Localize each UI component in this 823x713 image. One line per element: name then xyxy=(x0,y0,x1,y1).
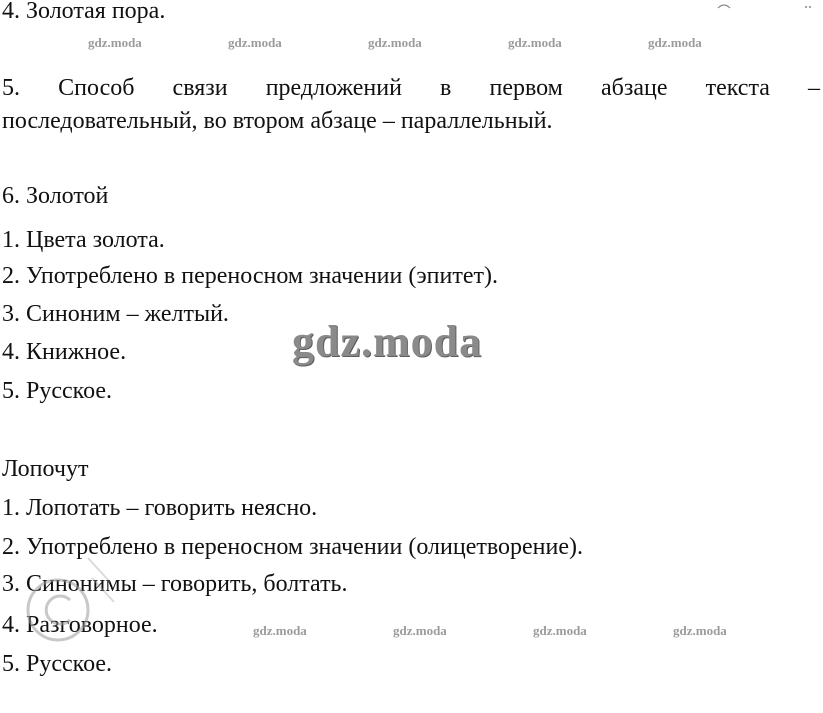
watermark-small: gdz.moda xyxy=(228,35,282,50)
lopochut-item-2: 2. Употреблено в переносном значении (олицетворение). xyxy=(2,534,583,560)
answer-6-heading: 6. Золотой xyxy=(2,183,109,209)
lopochut-item-4: 4. Разговорное. xyxy=(2,612,158,638)
corner-marks xyxy=(714,0,823,14)
zolotoy-item-3: 3. Синоним – желтый. xyxy=(2,301,229,327)
stamp-watermark-icon xyxy=(18,548,128,658)
watermark-small: gdz.moda xyxy=(673,623,727,638)
watermark-small: gdz.moda xyxy=(508,35,562,50)
lopochut-item-3: 3. Синонимы – говорить, болтать. xyxy=(2,571,348,597)
lopochut-item-5: 5. Русское. xyxy=(2,651,113,677)
watermark-small: gdz.moda xyxy=(253,623,307,638)
answer-4-line: 4. Золотая пора. xyxy=(2,0,166,24)
watermark-small: gdz.moda xyxy=(88,35,142,50)
watermark-large: gdz.moda xyxy=(292,317,483,366)
answer-5-line-1: 5. Способ связи предложений в первом абзаце текста – xyxy=(2,75,820,101)
lopochut-heading: Лопочут xyxy=(2,456,89,482)
zolotoy-item-4: 4. Книжное. xyxy=(2,339,127,365)
watermark-small: gdz.moda xyxy=(533,623,587,638)
zolotoy-item-5: 5. Русское. xyxy=(2,378,113,404)
watermark-small: gdz.moda xyxy=(368,35,422,50)
watermark-small: gdz.moda xyxy=(393,623,447,638)
zolotoy-item-2: 2. Употреблено в переносном значении (эпитет). xyxy=(2,263,498,289)
lopochut-item-1: 1. Лопотать – говорить неясно. xyxy=(2,495,318,521)
watermark-small: gdz.moda xyxy=(648,35,702,50)
answer-5-line-2: последовательный, во втором абзаце – параллельный. xyxy=(2,108,553,134)
zolotoy-item-1: 1. Цвета золота. xyxy=(2,227,165,253)
